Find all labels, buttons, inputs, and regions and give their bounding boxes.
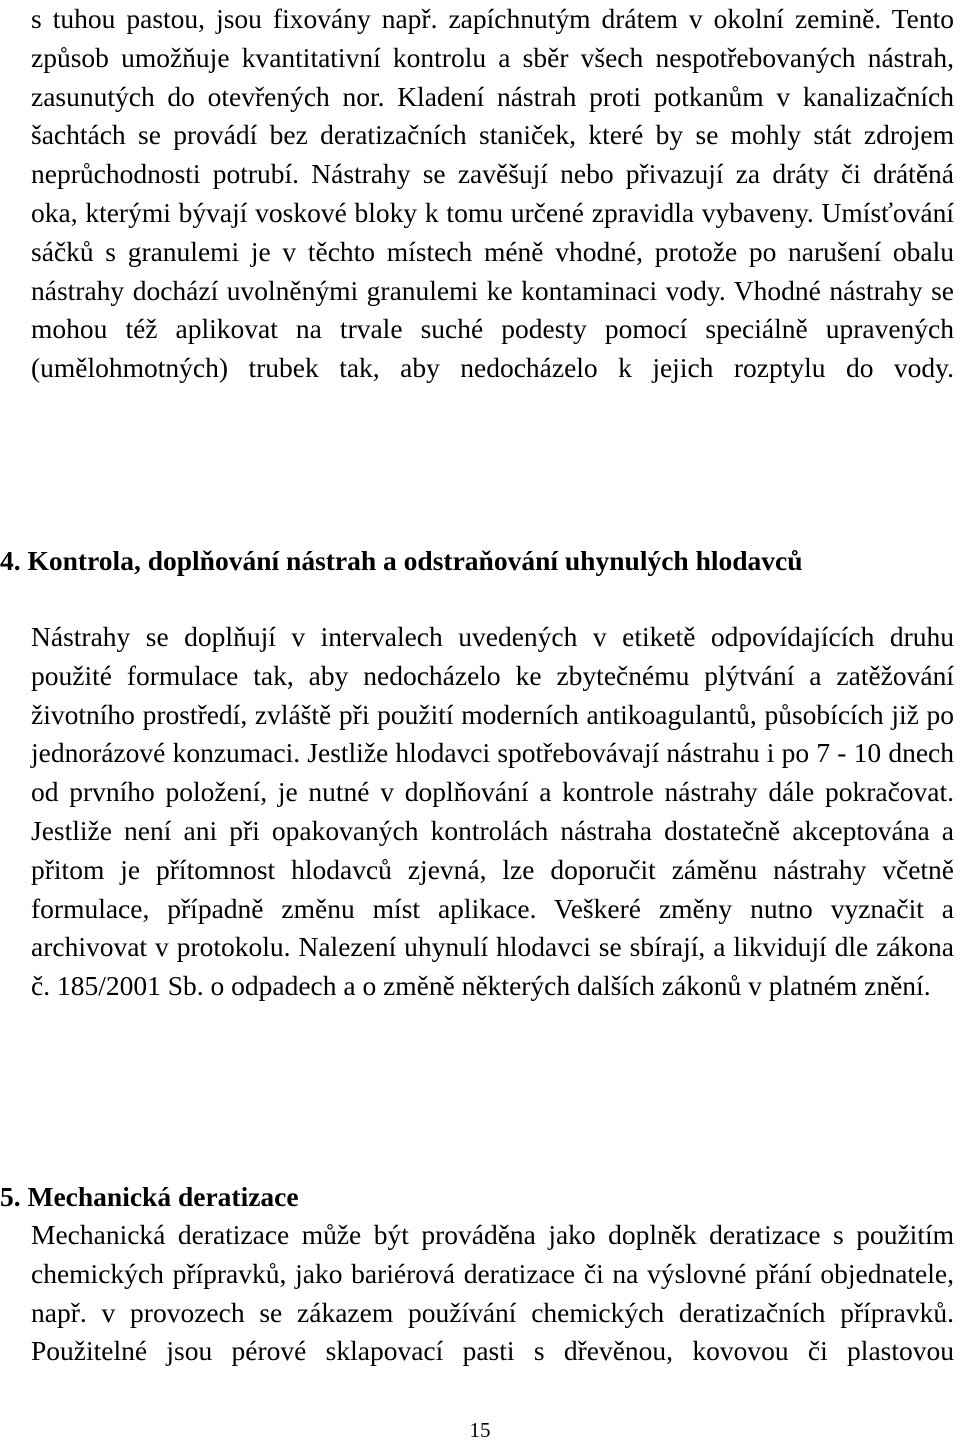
paragraph-bait-control: Nástrahy se doplňují v intervalech uvedených v etiketě odpovídajících druhu použité formulace tak, aby nedocházelo ke zbytečnému plýtvání a zatěžování životního prostředí, zvláště při použití moderních antikoagulantů, působících již po jednorázové konzumaci. Jestliže hlodavci spotřebovávají nástrahu i po 7 - 10 dnech od prvního položení, je nutné v doplňování a kontrole nástrahy dále pokračovat. Jestliže není ani při opakovaných kontrolách nástraha dostatečně akceptována a přitom je přítomnost hlodavců zjevná, lze doporučit záměnu nástrahy včetně formulace, případně změnu míst aplikace. Veškeré změny nutno vyznačit a archivovat v protokolu. Nalezení uhynulí hlodavci se sbírají, a likvidují dle zákona č. 185/2001 Sb. o odpadech a o změně některých dalších zákonů v platném znění. (31, 621, 954, 1002)
page-number: 15 (469, 1418, 491, 1442)
paragraph-rodent-bait-placement: s tuhou pastou, jsou fixovány např. zapíchnutým drátem v okolní zemině. Tento způsob umožňuje kvantitativní kontrolu a sběr všech nespotřebovaných nástrah, zasunutých do otevřených nor. Kladení nástrah proti potkanům v kanalizačních šachtách se provádí bez deratizačních staniček, které by se mohly stát zdrojem neprůchodnosti potrubí. Nástrahy se zavěšují nebo přivazují za dráty či drátěná oka, kterými bývají voskové bloky k tomu určené zpravidla vybaveny. Umísťování sáčků s granulemi je v těchto místech méně vhodné, protože po narušení obalu nástrahy dochází uvolněnými granulemi ke kontaminaci vody. Vhodné nástrahy se mohou též aplikovat na trvale suché podesty pomocí speciálně upravených (umělohmotných) trubek tak, aby nedocházelo k jejich rozptylu do vody. (31, 3, 954, 384)
section-5-heading: 5. Mechanická deratizace (0, 1181, 299, 1212)
section-4-heading: 4. Kontrola, doplňování nástrah a odstraňování uhynulých hlodavců (0, 545, 803, 576)
paragraph-mechanical-deratization: Mechanická deratizace může být prováděna jako doplněk deratizace s použitím chemických přípravků, jako bariérová deratizace či na výslovné přání objednatele, např. v provozech se zákazem používání chemických deratizačních přípravků. Použitelné jsou pérové sklapovací pasti s dřevěnou, kovovou či plastovou (31, 1219, 954, 1367)
